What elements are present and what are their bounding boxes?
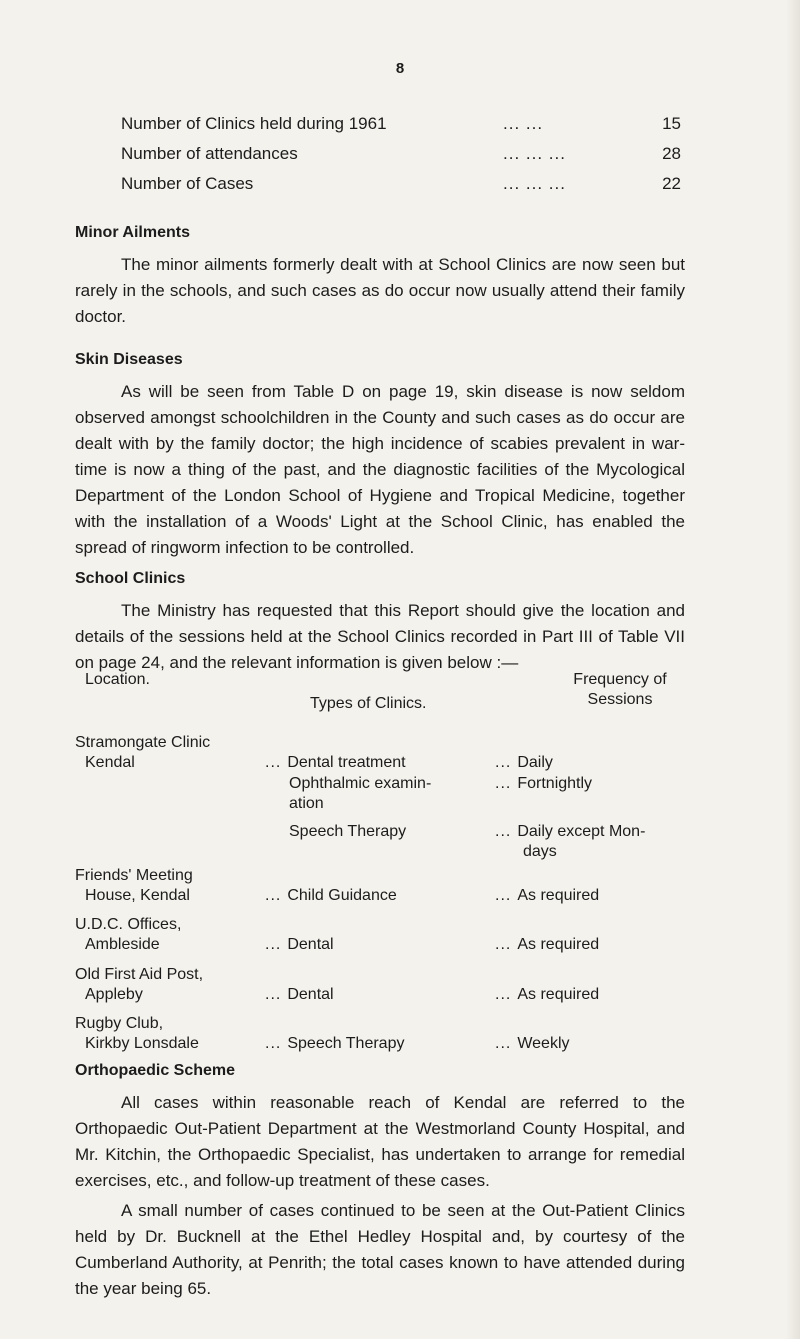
frequency-cell xyxy=(495,753,695,773)
header-frequency-line: Sessions xyxy=(587,691,653,708)
stat-row xyxy=(121,114,681,144)
stat-leader-dots: ... ... ... xyxy=(503,144,566,163)
type-cell xyxy=(265,753,495,773)
header-types: Types of Clinics. xyxy=(310,695,427,712)
location-cell xyxy=(75,965,260,1005)
frequency-text: Weekly xyxy=(517,1035,570,1052)
leader-dots: ... xyxy=(495,823,512,840)
header-frequency xyxy=(540,670,700,710)
type-text: Speech Therapy xyxy=(287,1035,405,1052)
type-text: Dental xyxy=(287,936,334,953)
stat-value: 15 xyxy=(662,114,681,133)
section-heading: Minor Ailments xyxy=(75,224,190,241)
leader-dots: ... xyxy=(265,887,282,904)
frequency-cell xyxy=(495,935,695,955)
frequency-cell xyxy=(495,774,695,794)
type-cell: Speech Therapy xyxy=(289,823,407,840)
frequency-text: As required xyxy=(517,887,600,904)
type-text: Child Guidance xyxy=(287,887,397,904)
clinic-locations-table xyxy=(75,670,695,1050)
frequency-text: As required xyxy=(517,986,600,1003)
frequency-cell xyxy=(495,822,695,862)
location-cell xyxy=(75,733,260,773)
section-paragraph: The minor ailments formerly dealt with at School Clinics are now seen but rarely in the schools, and such cases as do occur now usually attend their family doctor. xyxy=(75,255,685,326)
location-line: Appleby xyxy=(85,986,143,1003)
school-clinics-section xyxy=(75,566,685,676)
frequency-text: days xyxy=(523,843,557,860)
orthopaedic-section xyxy=(75,1058,685,1302)
location-line: Friends' Meeting xyxy=(75,867,193,884)
location-line: Kendal xyxy=(85,754,135,771)
section-heading: Orthopaedic Scheme xyxy=(75,1062,236,1079)
type-text: Dental xyxy=(287,986,334,1003)
type-cell xyxy=(265,935,495,955)
section-paragraph: The Ministry has requested that this Report should give the location and details of the sessions held at the School Clinics recorded in Part III of Table VII on page 24, and the relevant information is given below :— xyxy=(75,601,685,672)
leader-dots: ... xyxy=(495,986,512,1003)
frequency-text: Daily xyxy=(517,754,553,771)
stat-value: 22 xyxy=(662,174,681,193)
leader-dots: ... xyxy=(495,887,512,904)
frequency-text: Daily except Mon- xyxy=(517,823,646,840)
leader-dots: ... xyxy=(265,754,282,771)
location-line: U.D.C. Offices, xyxy=(75,916,182,933)
leader-dots: ... xyxy=(495,775,512,792)
location-line: Ambleside xyxy=(85,936,160,953)
stat-row xyxy=(121,144,681,174)
section-paragraph: As will be seen from Table D on page 19, skin disease is now seldom observed amongst schoolchildren in the County and such cases as do occur are dealt with by the family doctor; the high incidence of scabies prevalent in war-time is now a thing of the past, and the diagnostic facilities of the Mycological Department of the London School of Hygiene and Tropical Medicine, together with the installation of a Woods' Light at the School Clinic, has enabled the spread of ringworm infection to be controlled. xyxy=(75,382,685,557)
stat-value: 28 xyxy=(662,144,681,163)
location-line: Kirkby Lonsdale xyxy=(85,1035,199,1052)
frequency-cell xyxy=(495,1034,695,1054)
stat-leader-dots: ... ... ... xyxy=(503,174,566,193)
location-line: Stramongate Clinic xyxy=(75,734,211,751)
leader-dots: ... xyxy=(495,1035,512,1052)
leader-dots: ... xyxy=(265,1035,282,1052)
section-heading: School Clinics xyxy=(75,570,186,587)
type-cell xyxy=(265,774,519,814)
frequency-text: As required xyxy=(517,936,600,953)
header-frequency-line: Frequency of xyxy=(573,671,667,688)
leader-dots: ... xyxy=(265,936,282,953)
minor-ailments-section xyxy=(75,220,685,330)
stat-row xyxy=(121,174,681,204)
stat-label: Number of attendances xyxy=(121,144,298,163)
leader-dots: ... xyxy=(495,936,512,953)
header-location: Location. xyxy=(85,671,150,688)
type-text: Dental treatment xyxy=(287,754,406,771)
location-cell xyxy=(75,915,260,955)
stat-label: Number of Cases xyxy=(121,174,254,193)
frequency-cell xyxy=(495,886,695,906)
frequency-text: Fortnightly xyxy=(517,775,593,792)
location-line: Old First Aid Post, xyxy=(75,966,204,983)
page-edge-shadow xyxy=(786,0,800,1339)
section-paragraph: All cases within reasonable reach of Kendal are referred to the Orthopaedic Out-Patient Department at the Westmorland County Hospital, and Mr. Kitchin, the Orthopaedic Specialist, has undertaken to arrange for remedial exercises, etc., and follow-up treatment of these cases. xyxy=(75,1093,685,1190)
skin-diseases-section xyxy=(75,347,685,561)
leader-dots: ... xyxy=(265,986,282,1003)
location-cell xyxy=(75,1014,260,1054)
stat-leader-dots: ... ... xyxy=(503,114,544,133)
type-cell xyxy=(265,985,495,1005)
location-line: Rugby Club, xyxy=(75,1015,164,1032)
section-paragraph: A small number of cases continued to be seen at the Out-Patient Clinics held by Dr. Bucknell at the Ethel Hedley Hospital and, by courtesy of the Cumberland Authority, at Penrith; the total cases known to have attended during the year being 65. xyxy=(75,1201,685,1298)
clinic-stats xyxy=(121,114,681,204)
location-cell xyxy=(75,866,260,906)
section-heading: Skin Diseases xyxy=(75,351,183,368)
type-cell xyxy=(265,1034,495,1054)
frequency-cell xyxy=(495,985,695,1005)
location-line: House, Kendal xyxy=(85,887,190,904)
type-text: ation xyxy=(289,795,324,812)
stat-label: Number of Clinics held during 1961 xyxy=(121,114,387,133)
leader-dots: ... xyxy=(495,754,512,771)
type-cell xyxy=(265,886,495,906)
page-number: 8 xyxy=(395,60,405,77)
type-text: Ophthalmic examin- xyxy=(289,775,432,792)
